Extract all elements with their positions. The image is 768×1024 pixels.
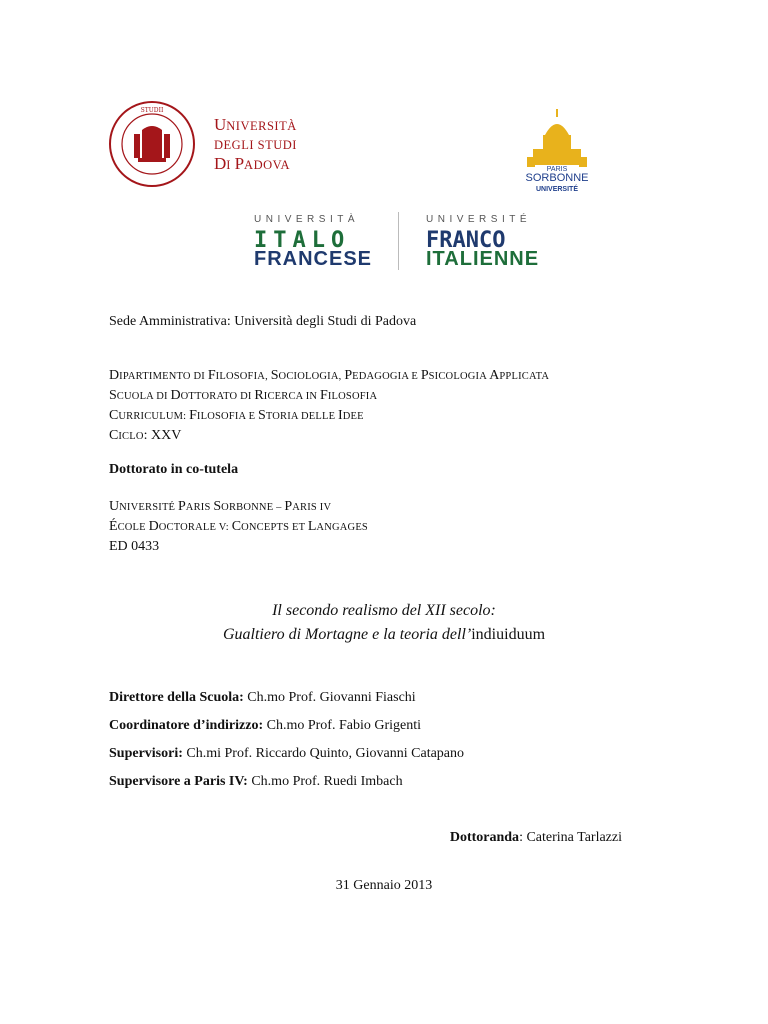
role-supervisore-paris: Supervisore a Paris IV: Ch.mo Prof. Ruedi Imbach bbox=[109, 774, 403, 789]
thesis-title-line-2: Gualtiero di Mortagne e la teoria dell’indiuiduum bbox=[222, 626, 546, 643]
paris-line-3: ED 0433 bbox=[109, 539, 160, 554]
padova-line1: UNIVERSITÀ bbox=[214, 115, 297, 134]
dept-line-4: CICLO: XXV bbox=[109, 428, 182, 443]
paris-line-1: UNIVERSITÉ PARIS SORBONNE – PARIS IV bbox=[109, 499, 332, 514]
sorbonne-paris: PARIS bbox=[546, 166, 568, 173]
date: 31 Gennaio 2013 bbox=[335, 878, 433, 893]
dept-line-1: DIPARTIMENTO DI FILOSOFIA, SOCIOLOGIA, PEDAGOGIA E PSICOLOGIA APPLICATA bbox=[109, 368, 550, 383]
uif-divider bbox=[398, 212, 399, 270]
sorbonne-logo bbox=[505, 105, 610, 195]
dept-line-2: SCUOLA DI DOTTORATO DI RICERCA IN FILOSOFIA bbox=[109, 388, 378, 403]
svg-text:STUDII: STUDII bbox=[140, 107, 164, 114]
padova-line3: DI PADOVA bbox=[214, 154, 291, 173]
role-direttore: Direttore della Scuola: Ch.mo Prof. Giovanni Fiaschi bbox=[109, 690, 416, 705]
role-coordinatore: Coordinatore d’indirizzo: Ch.mo Prof. Fabio Grigenti bbox=[109, 718, 422, 733]
dottoranda: Dottoranda: Caterina Tarlazzi bbox=[449, 830, 622, 845]
uif-logo: UNIVERSITÀ ITALO FRANCESE UNIVERSITÉ FRANCO ITALIENNE bbox=[254, 214, 540, 270]
sorbonne-name: SORBONNE bbox=[525, 172, 589, 184]
padova-seal-icon bbox=[108, 100, 196, 188]
sorbonne-universite: UNIVERSITÉ bbox=[535, 186, 579, 193]
thesis-title-line-1: Il secondo realismo del XII secolo: bbox=[272, 602, 496, 619]
sede-amministrativa: Sede Amministrativa: Università degli Studi di Padova bbox=[109, 314, 417, 329]
dept-line-3: CURRICULUM: FILOSOFIA E STORIA DELLE IDEE bbox=[109, 408, 364, 423]
sorbonne-dome-icon bbox=[505, 105, 610, 195]
padova-line2: DEGLI STUDI bbox=[214, 138, 297, 152]
padova-logo bbox=[108, 100, 308, 190]
role-supervisori: Supervisori: Ch.mi Prof. Riccardo Quinto, Giovanni Catapano bbox=[109, 746, 465, 761]
paris-line-2: ÉCOLE DOCTORALE V: CONCEPTS ET LANGAGES bbox=[109, 519, 368, 534]
cotutela-heading: Dottorato in co-tutela bbox=[109, 462, 239, 477]
